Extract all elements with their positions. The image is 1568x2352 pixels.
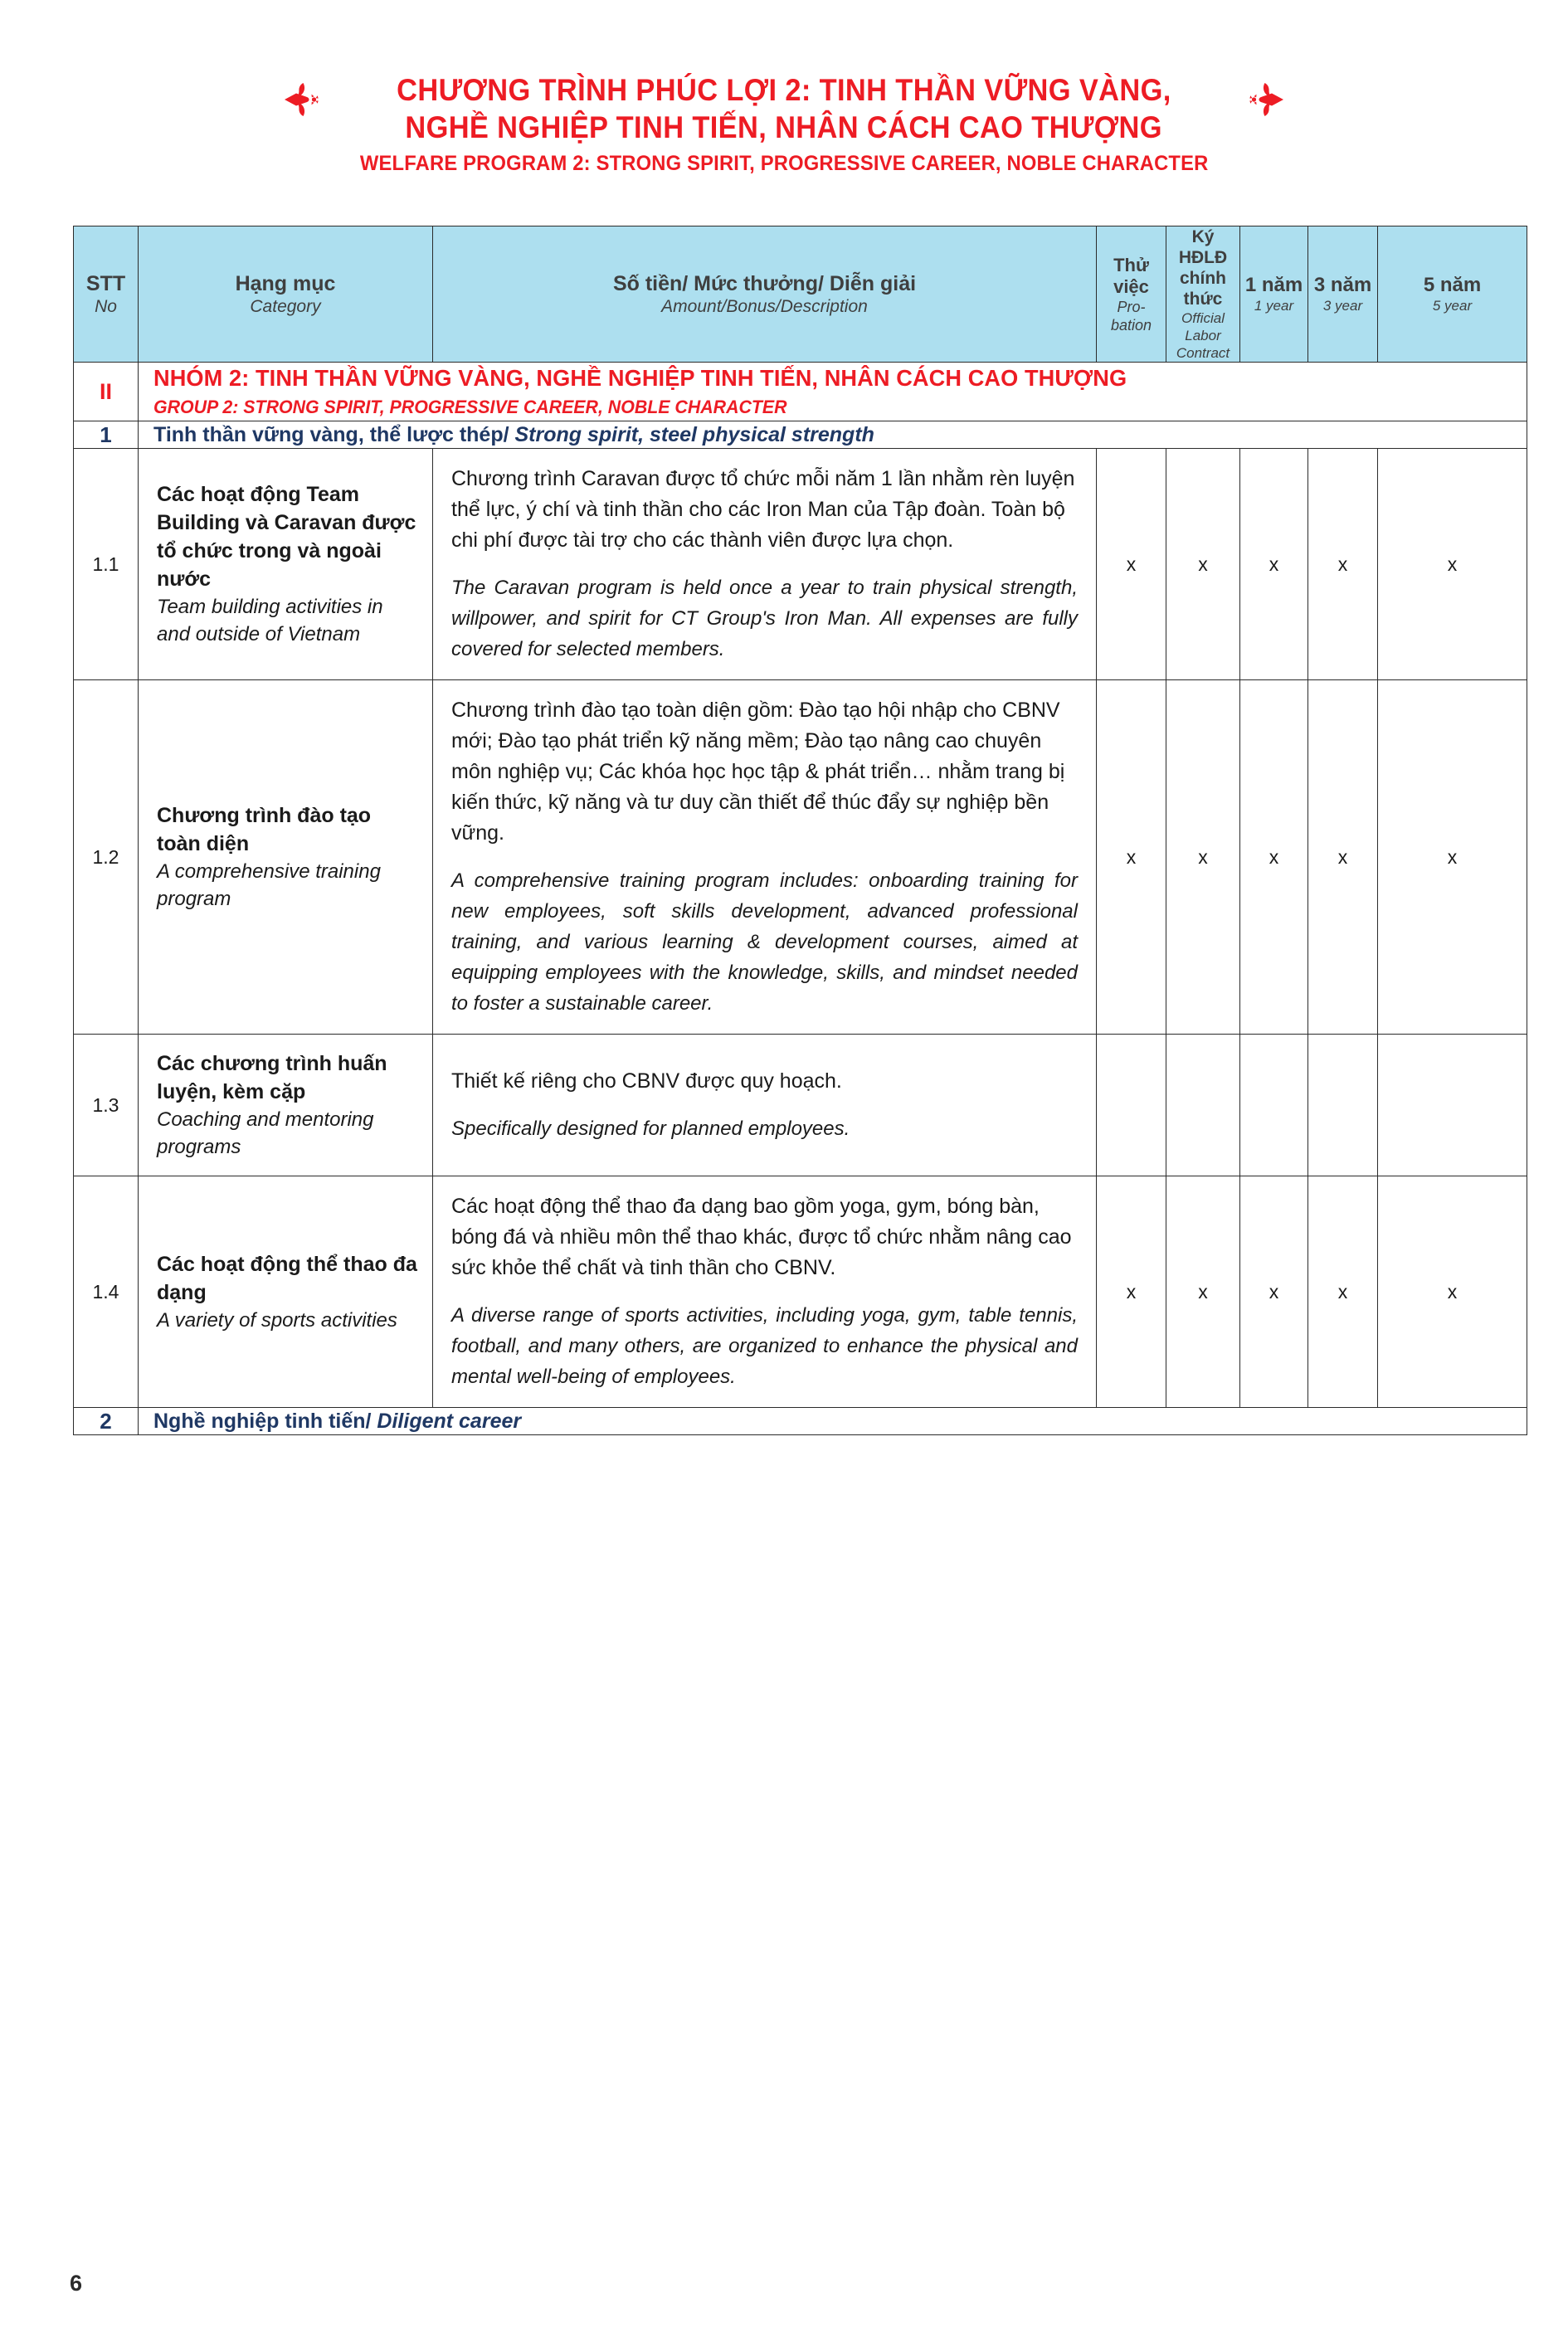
row-category bbox=[139, 449, 433, 680]
row-description-en: The Caravan program is held once a year to train physical strength, willpower, and spirit for CT Group's Iron Man. All expenses are fully covered for selected members. bbox=[451, 577, 1078, 660]
table-row bbox=[74, 1176, 1527, 1408]
title-vn-line1: CHƯƠNG TRÌNH PHÚC LỢI 2: TINH THẦN VỮNG VÀNG, bbox=[397, 73, 1171, 107]
subgroup-2-en: Diligent career bbox=[377, 1410, 522, 1433]
group-title-en: GROUP 2: STRONG SPIRIT, PROGRESSIVE CAREER, NOBLE CHARACTER bbox=[153, 397, 787, 417]
header-stt-vn: STT bbox=[85, 271, 126, 295]
subgroup-1-vn: Tinh thần vững vàng, thể lược thép/ bbox=[153, 423, 515, 446]
row-mark-probation: x bbox=[1097, 1176, 1166, 1408]
row-description bbox=[433, 680, 1097, 1035]
row-description-en: A comprehensive training program includes: onboarding training for new employees, soft skills development, advanced professional training, and various learning & development courses, aimed at equipping employees with the knowledge, skills, and mindset needed to foster a sustainable career. bbox=[451, 869, 1078, 1015]
header-cell-year-3 bbox=[1308, 226, 1378, 363]
header-year1-en: 1 year bbox=[1254, 298, 1294, 314]
subgroup-2-text bbox=[153, 1408, 1527, 1434]
page-title bbox=[0, 71, 1568, 178]
row-mark-official: x bbox=[1166, 1176, 1240, 1408]
row-mark-probation bbox=[1097, 1035, 1166, 1176]
row-description-vn: Thiết kế riêng cho CBNV được quy hoạch. bbox=[451, 1069, 842, 1093]
welfare-table-wrapper bbox=[73, 226, 1527, 1435]
row-number: 1.4 bbox=[74, 1176, 139, 1408]
floral-ornament-icon bbox=[1249, 78, 1285, 121]
subgroup-1-text bbox=[153, 421, 1527, 448]
row-mark-probation: x bbox=[1097, 449, 1166, 680]
group-row bbox=[74, 363, 1527, 421]
header-probation-vn: Thử việc bbox=[1113, 254, 1149, 297]
row-category bbox=[139, 680, 433, 1035]
row-description-vn: Chương trình đào tạo toàn diện gồm: Đào tạo hội nhập cho CBNV mới; Đào tạo phát triển kỹ năng mềm; Đào tạo nâng cao chuyên môn nghiệp vụ; Các khóa học học tập & phát triển… nhằm trang bị kiến thức, kỹ năng và tư duy cần thiết để thúc đẩy sự nghiệp bền vững. bbox=[451, 699, 1065, 845]
row-category bbox=[139, 1035, 433, 1176]
table-header-row bbox=[74, 226, 1527, 363]
header-cell-description bbox=[433, 226, 1097, 363]
row-category-vn: Các hoạt động thể thao đa dạng bbox=[157, 1252, 417, 1304]
header-official-vn: Ký HĐLĐ chính thức bbox=[1178, 227, 1228, 309]
row-mark-year5: x bbox=[1378, 1176, 1527, 1408]
header-cell-probation bbox=[1097, 226, 1166, 363]
subgroup-row-2 bbox=[74, 1408, 1527, 1435]
page-number: 6 bbox=[70, 2271, 83, 2296]
group-row-body bbox=[139, 363, 1527, 421]
header-official-en: Official Labor Contract bbox=[1176, 310, 1230, 361]
row-category-vn: Chương trình đào tạo toàn diện bbox=[157, 804, 372, 855]
subgroup-1-body bbox=[139, 421, 1527, 449]
group-title-vn: NHÓM 2: TINH THẦN VỮNG VÀNG, NGHỀ NGHIỆP TINH TIẾN, NHÂN CÁCH CAO THƯỢNG bbox=[153, 365, 1127, 391]
row-category-en: A comprehensive training program bbox=[157, 860, 381, 910]
row-mark-year3: x bbox=[1308, 680, 1378, 1035]
row-category bbox=[139, 1176, 433, 1408]
row-description bbox=[433, 1035, 1097, 1176]
row-description bbox=[433, 449, 1097, 680]
table-row bbox=[74, 1035, 1527, 1176]
row-description-en: Specifically designed for planned employees. bbox=[451, 1118, 850, 1140]
header-description-en: Amount/Bonus/Description bbox=[661, 296, 868, 316]
row-mark-year5 bbox=[1378, 1035, 1527, 1176]
subgroup-row-1 bbox=[74, 421, 1527, 449]
title-en-line: WELFARE PROGRAM 2: STRONG SPIRIT, PROGRESSIVE CAREER, NOBLE CHARACTER bbox=[359, 152, 1209, 175]
subgroup-2-body bbox=[139, 1408, 1527, 1435]
header-cell-stt bbox=[74, 226, 139, 363]
group-row-number: II bbox=[74, 363, 139, 421]
header-cell-year-5 bbox=[1378, 226, 1527, 363]
row-mark-official bbox=[1166, 1035, 1240, 1176]
row-description-vn: Chương trình Caravan được tổ chức mỗi năm 1 lần nhằm rèn luyện thể lực, ý chí và tinh thần cho các Iron Man của Tập đoàn. Toàn bộ chi phí được tài trợ cho các thành viên được lựa chọn. bbox=[451, 467, 1075, 552]
subgroup-1-en: Strong spirit, steel physical strength bbox=[514, 423, 874, 446]
row-category-vn: Các hoạt động Team Building và Caravan được tổ chức trong và ngoài nước bbox=[157, 483, 416, 591]
row-category-en: Coaching and mentoring programs bbox=[157, 1108, 374, 1158]
row-mark-year3: x bbox=[1308, 1176, 1378, 1408]
row-mark-year1: x bbox=[1240, 1176, 1308, 1408]
row-mark-year1: x bbox=[1240, 680, 1308, 1035]
header-cell-official-contract bbox=[1166, 226, 1240, 363]
row-mark-official: x bbox=[1166, 449, 1240, 680]
row-number: 1.2 bbox=[74, 680, 139, 1035]
header-year1-vn: 1 năm bbox=[1244, 274, 1303, 296]
table-row bbox=[74, 680, 1527, 1035]
header-cell-category bbox=[139, 226, 433, 363]
row-category-vn: Các chương trình huấn luyện, kèm cặp bbox=[157, 1052, 387, 1103]
subgroup-2-number: 2 bbox=[74, 1408, 139, 1435]
header-stt-en: No bbox=[95, 296, 117, 316]
row-category-en: A variety of sports activities bbox=[157, 1308, 397, 1332]
title-row bbox=[0, 71, 1568, 178]
subgroup-2-vn: Nghề nghiệp tinh tiến/ bbox=[153, 1410, 377, 1433]
header-year5-en: 5 year bbox=[1432, 298, 1473, 314]
header-cell-year-1 bbox=[1240, 226, 1308, 363]
subgroup-1-number: 1 bbox=[74, 421, 139, 449]
title-vn-line2: NGHỀ NGHIỆP TINH TIẾN, NHÂN CÁCH CAO THƯỢNG bbox=[405, 110, 1163, 144]
header-year3-vn: 3 năm bbox=[1313, 274, 1372, 296]
header-year3-en: 3 year bbox=[1322, 298, 1363, 314]
row-number: 1.3 bbox=[74, 1035, 139, 1176]
table-row bbox=[74, 449, 1527, 680]
row-description-en: A diverse range of sports activities, including yoga, gym, table tennis, football, and many others, are organized to enhance the physical and mental well-being of employees. bbox=[451, 1304, 1078, 1388]
row-mark-probation: x bbox=[1097, 680, 1166, 1035]
row-description bbox=[433, 1176, 1097, 1408]
row-number: 1.1 bbox=[74, 449, 139, 680]
row-mark-year1 bbox=[1240, 1035, 1308, 1176]
header-category-en: Category bbox=[250, 296, 321, 316]
welfare-table bbox=[73, 226, 1527, 1435]
row-description-vn: Các hoạt động thể thao đa dạng bao gồm yoga, gym, bóng bàn, bóng đá và nhiều môn thể thao khác, được tổ chức nhằm nâng cao sức khỏe thể chất và tinh thần cho CBNV. bbox=[451, 1195, 1072, 1279]
row-mark-year5: x bbox=[1378, 449, 1527, 680]
row-mark-year3: x bbox=[1308, 449, 1378, 680]
row-mark-year1: x bbox=[1240, 449, 1308, 680]
floral-ornament-icon bbox=[283, 78, 319, 121]
header-description-vn: Số tiền/ Mức thưởng/ Diễn giải bbox=[612, 271, 917, 295]
header-category-vn: Hạng mục bbox=[235, 271, 336, 295]
row-mark-year3 bbox=[1308, 1035, 1378, 1176]
row-category-en: Team building activities in and outside of Vietnam bbox=[157, 596, 383, 645]
title-text-lines bbox=[338, 71, 1230, 178]
header-year5-vn: 5 năm bbox=[1423, 274, 1482, 296]
row-mark-year5: x bbox=[1378, 680, 1527, 1035]
header-probation-en: Pro-bation bbox=[1110, 298, 1152, 334]
row-mark-official: x bbox=[1166, 680, 1240, 1035]
